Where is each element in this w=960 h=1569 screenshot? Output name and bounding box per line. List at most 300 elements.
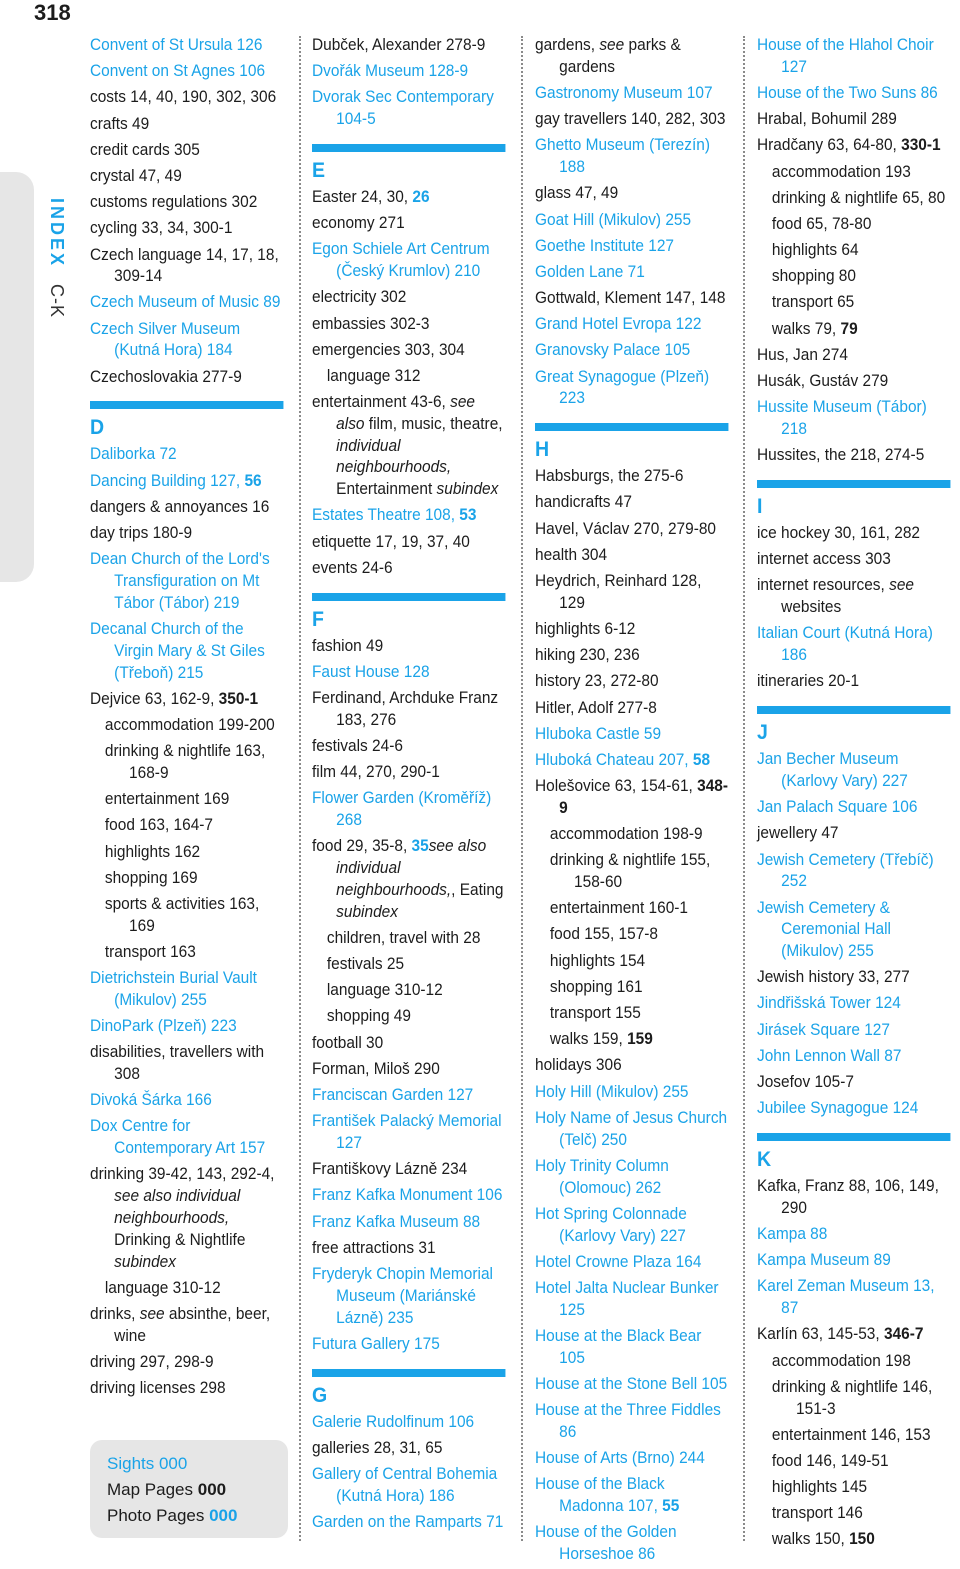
index-entry (535, 570, 728, 614)
index-subentry (757, 1350, 950, 1372)
entry-text: Franz Kafka Museum 88 (312, 1211, 481, 1231)
entry-text: film 44, 270, 290-1 (312, 762, 440, 782)
index-entry (312, 557, 505, 579)
entry-text: Decanal Church of the Virgin Mary & St Giles (Třeboň) 215 (90, 618, 265, 682)
entry-bold-page: 348-9 (559, 776, 729, 817)
index-entry (535, 697, 728, 719)
section-letter: I (757, 495, 763, 519)
entry-text: Czech language 14, 17, 18, 309-14 (90, 244, 279, 286)
index-entry (90, 1377, 283, 1399)
section-divider-bar (757, 1133, 950, 1141)
entry-text: galleries 28, 31, 65 (312, 1437, 443, 1457)
entry-text: shopping 169 (104, 867, 198, 887)
index-entry[interactable] (90, 618, 283, 683)
index-entry[interactable] (757, 849, 950, 893)
entry-text: free attractions 31 (312, 1237, 436, 1257)
index-entry[interactable] (312, 1263, 505, 1328)
entry-bold-page: 35 (411, 836, 429, 856)
section-divider-bar (312, 593, 505, 601)
index-entry[interactable] (90, 60, 283, 82)
entry-text: fashion 49 (312, 635, 384, 655)
section-divider-bar (757, 480, 950, 488)
index-subentry (535, 823, 728, 845)
legend-photo-value: 000 (209, 1506, 238, 1525)
entry-text: Dvorak Sec Contemporary 104-5 (312, 87, 494, 129)
cross-reference: see (139, 1303, 165, 1323)
entry-text: highlights 145 (771, 1477, 868, 1497)
section-letter: E (312, 158, 326, 182)
index-entry (535, 618, 728, 640)
index-entry[interactable] (90, 34, 283, 56)
entry-text: transport 146 (771, 1503, 863, 1523)
section-letter: J (757, 721, 768, 745)
index-entry[interactable] (535, 366, 728, 410)
entry-text: drinking & nightlife 146, 151-3 (771, 1376, 933, 1418)
index-entry (312, 1058, 505, 1080)
entry-text: language 310-12 (104, 1277, 221, 1297)
entry-text: economy 271 (312, 213, 405, 233)
entry-text: drinking & nightlife 163, 168-9 (104, 741, 266, 782)
index-entry[interactable] (312, 504, 505, 526)
entry-text: Kafka, Franz 88, 106, 149, 290 (757, 1176, 939, 1217)
entry-text: Havel, Václav 270, 279-80 (535, 518, 717, 538)
index-subentry (535, 897, 728, 919)
entry-text: Divoká Šárka 166 (90, 1090, 212, 1110)
entry-text: festivals 24-6 (312, 735, 403, 755)
entry-text: crafts 49 (90, 113, 150, 133)
index-entry (535, 108, 728, 130)
entry-text: credit cards 305 (90, 139, 200, 159)
entry-text: history 23, 272-80 (535, 671, 659, 691)
entry-text: DinoPark (Plzeň) 223 (90, 1016, 237, 1036)
index-subentry (90, 1277, 283, 1299)
legend-photo-pages (107, 1503, 237, 1529)
index-word: INDEX (47, 198, 67, 269)
index-entry[interactable] (90, 318, 283, 362)
section-divider-bar (535, 423, 728, 431)
entry-text-continued: absinthe, beer, wine (114, 1303, 271, 1345)
entry-text: Jubilee Synagogue 124 (757, 1098, 919, 1118)
entry-text: Faust House 128 (312, 661, 430, 681)
index-entry (757, 822, 950, 844)
entry-text: handicrafts 47 (535, 492, 632, 512)
entry-bold-page: 159 (627, 1029, 653, 1049)
index-entry[interactable] (535, 209, 728, 231)
entry-text-continued: Eating (459, 879, 504, 899)
entry-text: festivals 25 (326, 954, 405, 974)
index-entry[interactable] (757, 992, 950, 1014)
index-entry[interactable] (312, 1463, 505, 1507)
index-entry (90, 139, 283, 161)
entry-text: shopping 80 (771, 266, 856, 286)
entry-text: House at the Three Fiddles 86 (535, 1400, 721, 1441)
index-entry (90, 1303, 283, 1347)
index-entry (535, 287, 728, 309)
entry-text: Dvořák Museum 128-9 (312, 61, 469, 81)
entry-text: Hussite Museum (Tábor) 218 (757, 397, 927, 439)
index-entry[interactable] (757, 622, 950, 666)
index-entry[interactable] (535, 1325, 728, 1369)
entry-text: ice hockey 30, 161, 282 (757, 523, 921, 543)
index-entry (757, 370, 950, 392)
entry-text: internet resources, (757, 575, 890, 595)
index-entry (312, 635, 505, 657)
entry-text: walks 159, (549, 1029, 628, 1049)
index-entry[interactable] (757, 1097, 950, 1119)
index-entry (312, 286, 505, 308)
entry-text: Dejvice 63, 162-9, (90, 688, 219, 708)
entry-text: food 155, 157-8 (549, 924, 659, 944)
index-entry (312, 761, 505, 783)
index-entry[interactable] (535, 235, 728, 257)
index-subentry (535, 1002, 728, 1024)
section-letter: D (90, 416, 105, 440)
entry-text: Hus, Jan 274 (757, 344, 848, 364)
index-subentry (90, 814, 283, 836)
index-entry[interactable] (535, 261, 728, 283)
index-entry (312, 34, 505, 56)
index-subentry (312, 1005, 505, 1027)
index-entry[interactable] (312, 1211, 505, 1233)
index-entry[interactable] (535, 82, 728, 104)
index-range-label (46, 198, 67, 318)
index-entry[interactable] (312, 238, 505, 282)
index-entry[interactable] (535, 134, 728, 178)
entry-text: highlights 64 (771, 240, 859, 260)
index-entry (757, 108, 950, 130)
entry-text: Golden Lane 71 (535, 261, 645, 281)
entry-text-continued: Entertainment (336, 479, 437, 499)
index-entry[interactable] (535, 1473, 728, 1517)
index-entry (757, 344, 950, 366)
entry-text: holidays 306 (535, 1055, 622, 1075)
index-entry[interactable] (535, 1277, 728, 1321)
entry-text: Hrabal, Bohumil 289 (757, 109, 897, 129)
index-entry (535, 518, 728, 540)
entry-text: shopping 49 (326, 1006, 411, 1026)
entry-text: jewellery 47 (757, 823, 839, 843)
index-entry[interactable] (535, 1081, 728, 1103)
entry-text: Ghetto Museum (Terezín) 188 (535, 135, 710, 177)
index-entry[interactable] (757, 34, 950, 78)
entry-text: Convent of St Ursula 126 (90, 35, 263, 54)
index-subentry (535, 950, 728, 972)
index-entry (90, 217, 283, 239)
entry-text: highlights 6-12 (535, 618, 636, 638)
index-entry[interactable] (535, 1521, 728, 1565)
entry-text: driving 297, 298-9 (90, 1351, 214, 1371)
section-divider-bar (90, 401, 283, 409)
entry-text: drinking 39-42, 143, 292-4, (90, 1164, 275, 1184)
index-entry[interactable] (757, 1249, 950, 1271)
index-entry[interactable] (757, 396, 950, 440)
index-entry (535, 491, 728, 513)
index-entry (535, 1054, 728, 1076)
index-subentry (757, 1502, 950, 1524)
entry-text: House of the Golden Horseshoe 86 (535, 1522, 677, 1564)
entry-text: Hradčany 63, 64-80, (757, 135, 902, 155)
section-divider-bar (312, 1369, 505, 1377)
entry-text-continued: websites (781, 597, 842, 617)
entry-text: highlights 154 (549, 950, 646, 970)
entry-text: John Lennon Wall 87 (757, 1045, 902, 1065)
index-subentry (757, 1528, 950, 1550)
page-number: 318 (34, 0, 71, 25)
entry-text: Habsburgs, the 275-6 (535, 466, 684, 486)
index-subentry (90, 893, 283, 937)
index-entry[interactable] (535, 1107, 728, 1151)
index-entry (312, 391, 505, 500)
index-entry[interactable] (535, 1251, 728, 1273)
entry-text: entertainment 160-1 (549, 898, 689, 918)
index-entry[interactable] (312, 1511, 505, 1533)
index-entry[interactable] (757, 82, 950, 104)
entry-text: driving licenses 298 (90, 1378, 226, 1398)
index-subentry (757, 187, 950, 209)
entry-text: Franciscan Garden 127 (312, 1085, 474, 1105)
entry-text: etiquette 17, 19, 37, 40 (312, 531, 470, 551)
index-entry[interactable] (312, 86, 505, 130)
entry-text: food 163, 164-7 (104, 815, 214, 835)
entry-text: House at the Stone Bell 105 (535, 1373, 728, 1393)
entry-text: František Palacký Memorial 127 (312, 1111, 502, 1153)
cross-reference: subindex (114, 1251, 176, 1271)
index-entry (535, 465, 728, 487)
entry-text: Holy Trinity Column (Olomouc) 262 (535, 1155, 669, 1197)
entry-text: Husák, Gustáv 279 (757, 371, 889, 391)
column-divider (521, 36, 523, 1541)
index-entry[interactable] (90, 548, 283, 613)
index-entry[interactable] (90, 443, 283, 465)
index-entry[interactable] (312, 1110, 505, 1154)
index-side-tab (0, 172, 34, 582)
index-entry[interactable] (535, 1447, 728, 1469)
entry-text: gay travellers 140, 282, 303 (535, 109, 726, 129)
index-entry[interactable] (312, 1084, 505, 1106)
index-entry[interactable] (757, 796, 950, 818)
index-entry[interactable] (90, 470, 283, 492)
entry-text: embassies 302-3 (312, 313, 430, 333)
entry-text: glass 47, 49 (535, 183, 619, 203)
legend-sights: Sights 000 (107, 1454, 188, 1473)
index-column-4 (757, 34, 950, 1555)
entry-text: House at the Black Bear 105 (535, 1325, 702, 1367)
entry-text-continued: Drinking & Nightlife (114, 1229, 246, 1249)
index-entry (90, 522, 283, 544)
index-entry[interactable] (90, 291, 283, 313)
index-entry[interactable] (757, 1045, 950, 1067)
index-entry (757, 444, 950, 466)
index-entry[interactable] (535, 339, 728, 361)
index-entry[interactable] (90, 1115, 283, 1159)
entry-text: language 312 (326, 365, 421, 385)
index-entry (757, 1323, 950, 1345)
entry-text: accommodation 199-200 (104, 714, 275, 734)
entry-bold-page: 58 (692, 749, 711, 769)
index-entry (312, 1237, 505, 1259)
entry-text: Dubček, Alexander 278-9 (312, 35, 486, 54)
entry-text: food 29, 35-8, (312, 836, 412, 856)
entry-bold-page: 346-7 (883, 1324, 924, 1344)
entry-text: Jan Palach Square 106 (757, 797, 918, 817)
page-type-legend (90, 1440, 288, 1538)
legend-photo-label: Photo Pages (107, 1506, 210, 1525)
index-entry (535, 544, 728, 566)
entry-bold-page: 79 (840, 318, 858, 338)
index-entry (757, 670, 950, 692)
index-entry[interactable] (535, 1373, 728, 1395)
index-entry (535, 644, 728, 666)
index-subentry (312, 365, 505, 387)
index-entry[interactable] (757, 1019, 950, 1041)
entry-text-continued: parks & gardens (559, 35, 681, 76)
index-subentry (757, 161, 950, 183)
index-entry (535, 34, 728, 78)
entry-text: Kampa Museum 89 (757, 1250, 891, 1270)
index-entry[interactable] (757, 748, 950, 792)
index-entry[interactable] (535, 1155, 728, 1199)
index-subentry (90, 941, 283, 963)
entry-text: Josefov 105-7 (757, 1072, 854, 1092)
entry-text: gardens, (535, 35, 600, 54)
entry-text: Jewish history 33, 277 (757, 967, 910, 987)
entry-text: Czech Silver Museum (Kutná Hora) 184 (90, 318, 241, 360)
index-entry (312, 212, 505, 234)
index-column-3 (535, 34, 728, 1569)
entry-text: Flower Garden (Kroměříž) 268 (312, 788, 492, 830)
entry-text: day trips 180-9 (90, 523, 193, 543)
section-divider-bar (312, 144, 505, 152)
entry-text: emergencies 303, 304 (312, 339, 465, 359)
index-entry (90, 86, 283, 108)
index-entry[interactable] (535, 1203, 728, 1247)
entry-text: Hluboka Castle 59 (535, 723, 662, 743)
entry-text: walks 150, (771, 1529, 850, 1549)
index-entry[interactable] (757, 1275, 950, 1319)
index-entry[interactable] (535, 749, 728, 771)
index-entry (312, 687, 505, 731)
entry-text: children, travel with 28 (326, 927, 481, 947)
entry-text: Holy Hill (Mikulov) 255 (535, 1081, 689, 1101)
cross-reference: see also individual neighbourhoods, (336, 836, 487, 899)
index-entry[interactable] (535, 313, 728, 335)
index-entry[interactable] (535, 723, 728, 745)
index-subentry (757, 1450, 950, 1472)
entry-text: cycling 33, 34, 300-1 (90, 218, 233, 238)
index-entry (312, 1032, 505, 1054)
index-entry[interactable] (90, 1089, 283, 1111)
index-subentry (757, 265, 950, 287)
entry-text: costs 14, 40, 190, 302, 306 (90, 87, 277, 107)
index-entry (90, 244, 283, 288)
index-subentry (757, 213, 950, 235)
index-subentry (757, 1424, 950, 1446)
index-subentry (757, 318, 950, 340)
index-entry[interactable] (312, 60, 505, 82)
entry-bold-page: 56 (244, 470, 262, 490)
entry-text: entertainment 43-6, (312, 392, 451, 412)
cross-reference: see (889, 575, 914, 595)
entry-text: accommodation 198 (771, 1350, 911, 1370)
index-entry (312, 186, 505, 208)
entry-bold-page: 330-1 (901, 135, 941, 155)
cross-reference: see also (336, 392, 476, 433)
index-subentry (757, 291, 950, 313)
index-entry (90, 1163, 283, 1272)
index-subentry (90, 714, 283, 736)
entry-text: Jewish Cemetery (Třebíč) 252 (757, 849, 934, 891)
index-entry[interactable] (535, 1399, 728, 1443)
entry-bold-page: 55 (662, 1496, 680, 1516)
index-entry (757, 1175, 950, 1219)
section-letter: F (312, 607, 324, 631)
section-letter: K (757, 1148, 772, 1172)
entry-text: Heydrich, Reinhard 128, 129 (535, 571, 702, 612)
entry-text: Czechoslovakia 277-9 (90, 366, 242, 386)
entry-bold-page: 26 (412, 186, 430, 206)
entry-text: Dancing Building 127, (90, 470, 245, 490)
entry-text: Františkovy Lázně 234 (312, 1159, 468, 1179)
entry-text: Gottwald, Klement 147, 148 (535, 288, 726, 308)
index-entry (312, 1437, 505, 1459)
section-letter: H (535, 438, 550, 462)
entry-text: House of the Black Madonna 107, (535, 1474, 665, 1516)
entry-text: Dox Centre for Contemporary Art 157 (90, 1116, 266, 1158)
entry-text: events 24-6 (312, 557, 393, 577)
index-entry[interactable] (757, 1223, 950, 1245)
entry-text: Great Synagogue (Plzeň) 223 (535, 366, 710, 408)
index-entry[interactable] (90, 1015, 283, 1037)
entry-text: Kampa 88 (757, 1224, 828, 1243)
index-entry[interactable] (312, 1333, 505, 1355)
entry-text: highlights 162 (104, 841, 201, 861)
entry-text: Hotel Jalta Nuclear Bunker 125 (535, 1277, 719, 1319)
index-entry[interactable] (312, 787, 505, 831)
index-entry[interactable] (312, 661, 505, 683)
index-subentry (90, 788, 283, 810)
index-entry[interactable] (312, 1184, 505, 1206)
entry-text: internet access 303 (757, 549, 891, 569)
entry-text: Hot Spring Colonnade (Karlovy Vary) 227 (535, 1203, 687, 1245)
entry-text: Jan Becher Museum (Karlovy Vary) 227 (757, 749, 908, 790)
entry-text: language 310-12 (326, 980, 443, 1000)
entry-text: crystal 47, 49 (90, 165, 182, 185)
index-entry[interactable] (312, 1411, 505, 1433)
index-entry (757, 134, 950, 156)
index-entry (757, 548, 950, 570)
legend-map-value: 000 (197, 1480, 227, 1499)
entry-text: football 30 (312, 1032, 384, 1052)
entry-text: Easter 24, 30, (312, 186, 413, 206)
entry-text: Italian Court (Kutná Hora) 186 (757, 623, 933, 665)
entry-text: Hitler, Adolf 277-8 (535, 697, 657, 717)
cross-reference: see also individual neighbourhoods, (114, 1186, 241, 1227)
entry-text: drinking & nightlife 65, 80 (771, 187, 946, 207)
entry-text: Egon Schiele Art Centrum (Český Krumlov) 210 (312, 239, 490, 281)
entry-text: Gallery of Central Bohemia (Kutná Hora) 186 (312, 1463, 498, 1505)
index-subentry (312, 953, 505, 975)
index-entry[interactable] (90, 967, 283, 1011)
entry-text: drinks, (90, 1303, 140, 1323)
entry-bold-page: 350-1 (218, 688, 259, 708)
index-entry[interactable] (757, 897, 950, 962)
index-entry (90, 366, 283, 388)
index-column-1 (90, 34, 283, 1403)
index-entry (535, 182, 728, 204)
entry-text: Ferdinand, Archduke Franz 183, 276 (312, 688, 499, 729)
entry-bold-page: 53 (459, 505, 477, 525)
entry-text: Galerie Rudolfinum 106 (312, 1411, 475, 1431)
